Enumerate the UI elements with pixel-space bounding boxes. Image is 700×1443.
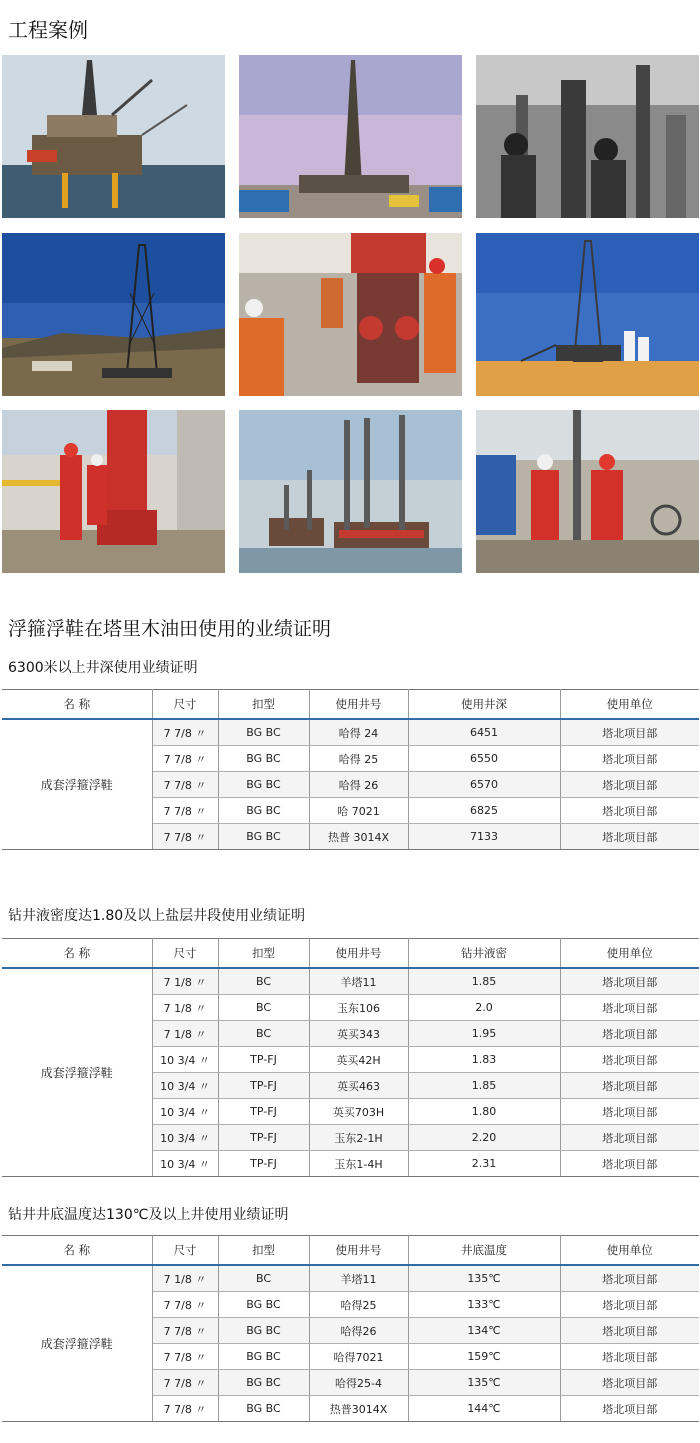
performance-table-mud-density	[2, 938, 699, 1177]
well-cell: 羊塔11	[309, 1265, 408, 1292]
photo-workers-bw	[476, 55, 699, 218]
size-cell: 7 1/8 〃	[152, 968, 218, 995]
photo-desert-rig-sunset	[239, 55, 462, 218]
depth-cell: 7133	[408, 824, 560, 850]
well-cell: 玉东1-4H	[309, 1151, 408, 1177]
density-cell: 2.20	[408, 1125, 560, 1151]
thread-cell: TP-FJ	[218, 1099, 309, 1125]
header-name: 名 称	[2, 1236, 152, 1266]
header-unit: 使用单位	[560, 939, 699, 969]
density-cell: 1.95	[408, 1021, 560, 1047]
thread-cell: TP-FJ	[218, 1047, 309, 1073]
unit-cell: 塔北项目部	[560, 772, 699, 798]
header-name: 名 称	[2, 939, 152, 969]
table-row	[2, 719, 699, 746]
well-cell: 英买703H	[309, 1099, 408, 1125]
thread-cell: BG BC	[218, 719, 309, 746]
depth-cell: 6451	[408, 719, 560, 746]
size-cell: 10 3/4 〃	[152, 1125, 218, 1151]
unit-cell: 塔北项目部	[560, 1151, 699, 1177]
product-name-cell: 成套浮箍浮鞋	[2, 719, 152, 850]
thread-cell: BG BC	[218, 798, 309, 824]
table-row	[2, 1265, 699, 1292]
header-thread: 扣型	[218, 939, 309, 969]
header-well: 使用井号	[309, 690, 408, 720]
well-cell: 哈得25	[309, 1292, 408, 1318]
size-cell: 10 3/4 〃	[152, 1073, 218, 1099]
well-cell: 哈 7021	[309, 798, 408, 824]
thread-cell: BG BC	[218, 1292, 309, 1318]
size-cell: 7 1/8 〃	[152, 1265, 218, 1292]
performance-table-depth	[2, 689, 699, 850]
unit-cell: 塔北项目部	[560, 1318, 699, 1344]
header-size: 尺寸	[152, 690, 218, 720]
table-row	[2, 968, 699, 995]
thread-cell: TP-FJ	[218, 1151, 309, 1177]
header-thread: 扣型	[218, 1236, 309, 1266]
photo-derrick-hill	[2, 233, 225, 396]
size-cell: 7 7/8 〃	[152, 1396, 218, 1422]
temperature-cell: 135℃	[408, 1370, 560, 1396]
thread-cell: BG BC	[218, 1344, 309, 1370]
header-well: 使用井号	[309, 1236, 408, 1266]
size-cell: 7 7/8 〃	[152, 772, 218, 798]
header-density: 钻井液密	[408, 939, 560, 969]
density-cell: 2.0	[408, 995, 560, 1021]
unit-cell: 塔北项目部	[560, 1370, 699, 1396]
unit-cell: 塔北项目部	[560, 798, 699, 824]
page-title: 工程案例	[8, 18, 88, 42]
density-cell: 1.83	[408, 1047, 560, 1073]
header-name: 名 称	[2, 690, 152, 720]
section-title: 浮箍浮鞋在塔里木油田使用的业绩证明	[8, 618, 332, 640]
well-cell: 羊塔11	[309, 968, 408, 995]
unit-cell: 塔北项目部	[560, 824, 699, 850]
thread-cell: BC	[218, 1021, 309, 1047]
header-size: 尺寸	[152, 939, 218, 969]
density-cell: 2.31	[408, 1151, 560, 1177]
thread-cell: BC	[218, 995, 309, 1021]
unit-cell: 塔北项目部	[560, 1047, 699, 1073]
size-cell: 7 7/8 〃	[152, 1370, 218, 1396]
header-unit: 使用单位	[560, 1236, 699, 1266]
temperature-cell: 135℃	[408, 1265, 560, 1292]
depth-cell: 6570	[408, 772, 560, 798]
thread-cell: BG BC	[218, 1318, 309, 1344]
density-cell: 1.85	[408, 1073, 560, 1099]
photo-offshore-platform	[2, 55, 225, 218]
size-cell: 7 7/8 〃	[152, 1318, 218, 1344]
size-cell: 7 7/8 〃	[152, 798, 218, 824]
temperature-cell: 134℃	[408, 1318, 560, 1344]
table-title: 钻井井底温度达130℃及以上井使用业绩证明	[8, 1207, 289, 1223]
depth-cell: 6550	[408, 746, 560, 772]
header-temperature: 井底温度	[408, 1236, 560, 1266]
thread-cell: BG BC	[218, 1370, 309, 1396]
product-name-cell: 成套浮箍浮鞋	[2, 968, 152, 1177]
unit-cell: 塔北项目部	[560, 1099, 699, 1125]
well-cell: 热普3014X	[309, 1396, 408, 1422]
header-depth: 使用井深	[408, 690, 560, 720]
photo-jackup-rigs	[239, 410, 462, 573]
photo-gallery	[2, 55, 699, 573]
photo-wellhead-workers	[239, 233, 462, 396]
well-cell: 热普 3014X	[309, 824, 408, 850]
unit-cell: 塔北项目部	[560, 1396, 699, 1422]
unit-cell: 塔北项目部	[560, 719, 699, 746]
thread-cell: BG BC	[218, 746, 309, 772]
depth-cell: 6825	[408, 798, 560, 824]
well-cell: 哈得26	[309, 1318, 408, 1344]
photo-pipe-handling-workers	[476, 410, 699, 573]
unit-cell: 塔北项目部	[560, 1073, 699, 1099]
well-cell: 哈得7021	[309, 1344, 408, 1370]
header-thread: 扣型	[218, 690, 309, 720]
thread-cell: TP-FJ	[218, 1073, 309, 1099]
thread-cell: BG BC	[218, 1396, 309, 1422]
size-cell: 7 1/8 〃	[152, 995, 218, 1021]
size-cell: 10 3/4 〃	[152, 1151, 218, 1177]
thread-cell: BC	[218, 1265, 309, 1292]
thread-cell: BG BC	[218, 824, 309, 850]
well-cell: 英买463	[309, 1073, 408, 1099]
performance-table-temperature	[2, 1235, 699, 1422]
size-cell: 7 7/8 〃	[152, 719, 218, 746]
density-cell: 1.85	[408, 968, 560, 995]
thread-cell: BC	[218, 968, 309, 995]
table-title: 6300米以上井深使用业绩证明	[8, 660, 198, 676]
size-cell: 7 7/8 〃	[152, 1292, 218, 1318]
thread-cell: BG BC	[218, 772, 309, 798]
size-cell: 7 1/8 〃	[152, 1021, 218, 1047]
table-header-row	[2, 1236, 699, 1266]
well-cell: 哈得 26	[309, 772, 408, 798]
unit-cell: 塔北项目部	[560, 995, 699, 1021]
table-header-row	[2, 939, 699, 969]
header-well: 使用井号	[309, 939, 408, 969]
header-unit: 使用单位	[560, 690, 699, 720]
well-cell: 玉东106	[309, 995, 408, 1021]
size-cell: 10 3/4 〃	[152, 1099, 218, 1125]
unit-cell: 塔北项目部	[560, 1125, 699, 1151]
size-cell: 7 7/8 〃	[152, 1344, 218, 1370]
well-cell: 玉东2-1H	[309, 1125, 408, 1151]
unit-cell: 塔北项目部	[560, 1265, 699, 1292]
temperature-cell: 133℃	[408, 1292, 560, 1318]
photo-rig-floor-workers	[2, 410, 225, 573]
table-header-row	[2, 690, 699, 720]
density-cell: 1.80	[408, 1099, 560, 1125]
unit-cell: 塔北项目部	[560, 1292, 699, 1318]
product-name-cell: 成套浮箍浮鞋	[2, 1265, 152, 1422]
size-cell: 10 3/4 〃	[152, 1047, 218, 1073]
unit-cell: 塔北项目部	[560, 1021, 699, 1047]
well-cell: 哈得 25	[309, 746, 408, 772]
unit-cell: 塔北项目部	[560, 1344, 699, 1370]
size-cell: 7 7/8 〃	[152, 824, 218, 850]
well-cell: 哈得25-4	[309, 1370, 408, 1396]
temperature-cell: 159℃	[408, 1344, 560, 1370]
well-cell: 英买42H	[309, 1047, 408, 1073]
unit-cell: 塔北项目部	[560, 746, 699, 772]
well-cell: 哈得 24	[309, 719, 408, 746]
well-cell: 英买343	[309, 1021, 408, 1047]
thread-cell: TP-FJ	[218, 1125, 309, 1151]
photo-desert-rig	[476, 233, 699, 396]
size-cell: 7 7/8 〃	[152, 746, 218, 772]
table-title: 钻井液密度达1.80及以上盐层井段使用业绩证明	[8, 908, 306, 924]
header-size: 尺寸	[152, 1236, 218, 1266]
unit-cell: 塔北项目部	[560, 968, 699, 995]
temperature-cell: 144℃	[408, 1396, 560, 1422]
